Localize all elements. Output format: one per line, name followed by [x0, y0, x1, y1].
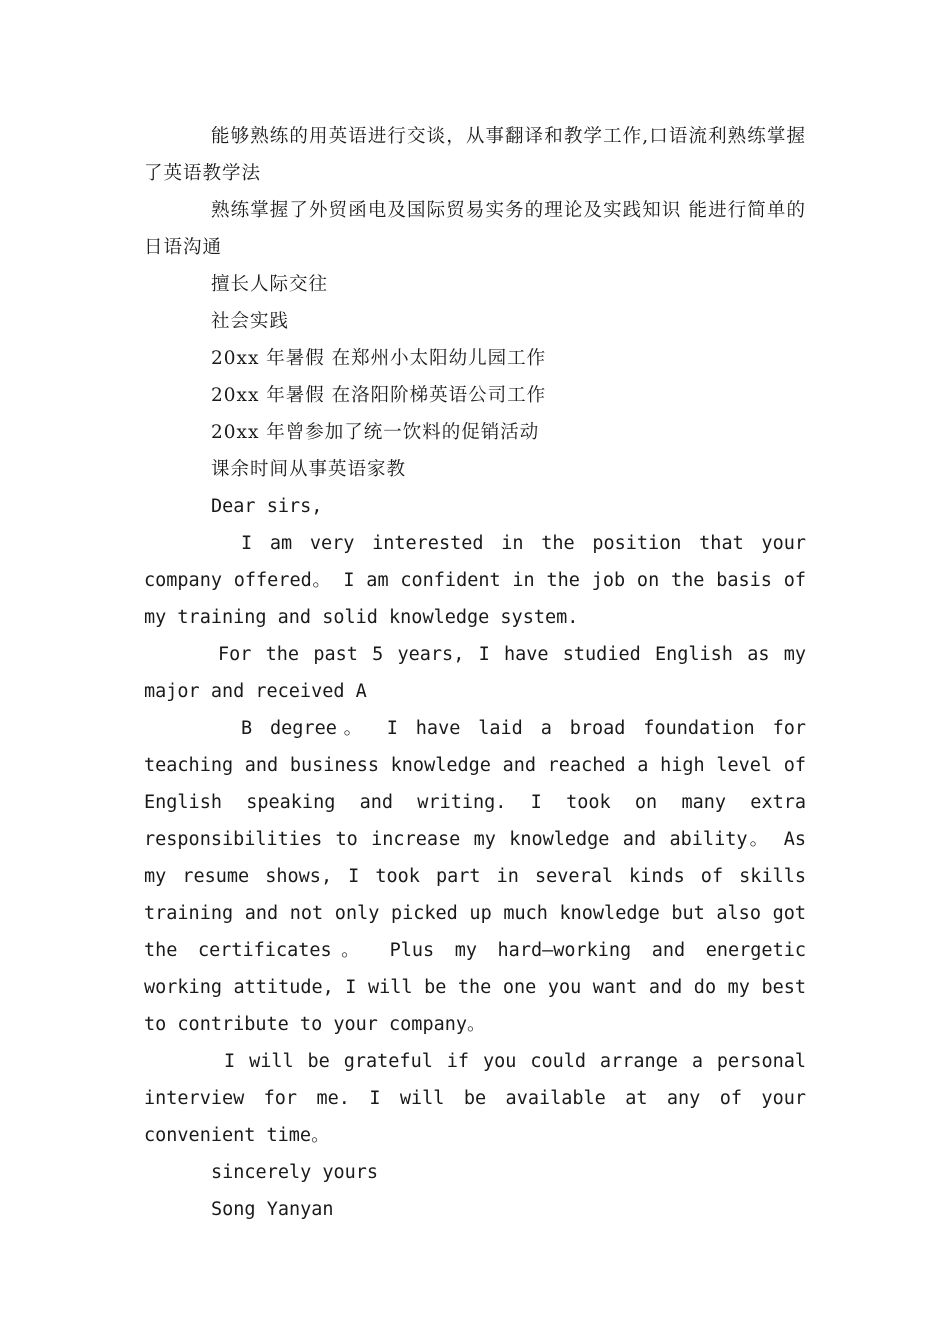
- practice-item-4: 课余时间从事英语家教: [211, 459, 407, 480]
- letter-signature: Song Yanyan: [211, 1199, 334, 1220]
- skills-paragraph-3: 擅长人际交往: [211, 274, 329, 295]
- document-page: [144, 118, 806, 1228]
- letter-paragraph-3: I will be grateful if you could arrange a personal interview for me. I will be available at any of your convenient time。: [144, 1051, 806, 1146]
- skills-paragraph-2: 熟练掌握了外贸函电及国际贸易实务的理论及实践知识 能进行简单的日语沟通: [144, 200, 806, 258]
- practice-item-3: 20xx 年曾参加了统一饮料的促销活动: [211, 422, 540, 443]
- practice-item-2: 20xx 年暑假 在洛阳阶梯英语公司工作: [211, 385, 547, 406]
- practice-heading: 社会实践: [211, 311, 290, 332]
- letter-paragraph-2b: B degree。 I have laid a broad foundation for teaching and business knowledge and reached a high level of English speaking and writing. I took on many extra responsibilities to increase my knowledge and ability。 As my resume shows, I took part in several kinds of skills training and not only picked up much knowledge but also got the certificates。 Plus my hard—working and energetic working attitude, I will be the one you want and do my best to contribute to your company。: [144, 718, 806, 1035]
- letter-paragraph-2a: For the past 5 years, I have studied English as my major and received A: [144, 644, 806, 702]
- letter-paragraph-1: I am very interested in the position that your company offered。 I am confident in the job on the basis of my training and solid knowledge system.: [144, 533, 806, 628]
- letter-salutation: Dear sirs,: [211, 496, 323, 517]
- practice-item-1: 20xx 年暑假 在郑州小太阳幼儿园工作: [211, 348, 547, 369]
- letter-closing: sincerely yours: [211, 1162, 379, 1183]
- skills-paragraph-1: 能够熟练的用英语进行交谈，从事翻译和教学工作,口语流利熟练掌握了英语教学法: [144, 126, 806, 184]
